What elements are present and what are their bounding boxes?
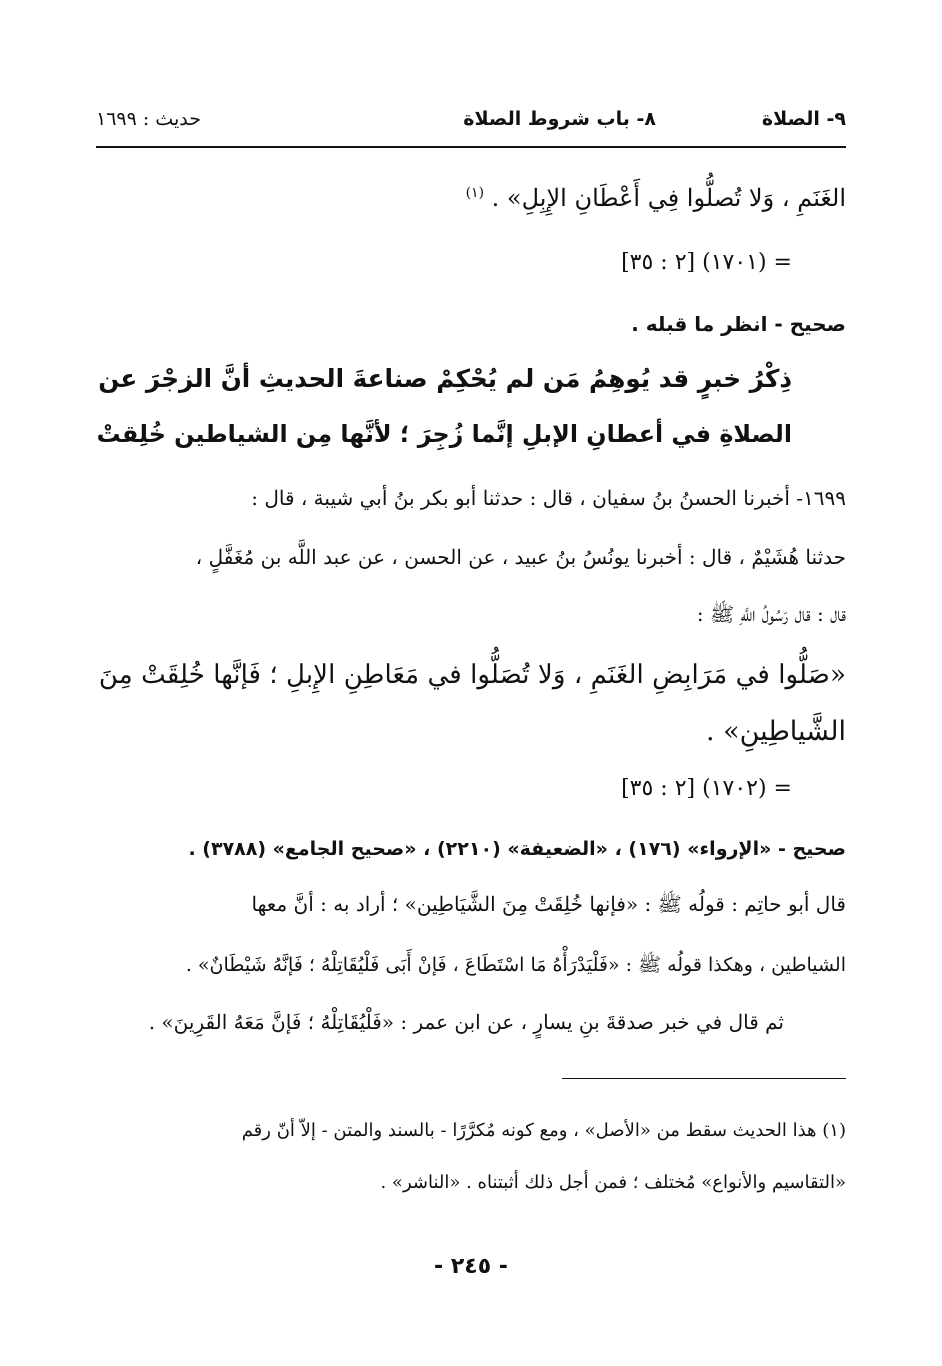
header-rule [96,146,846,148]
matn-line-1: «صَلُّوا في مَرَابِضِ الغَنَمِ ، وَلا تُصَلُّوا في مَعَاطِنِ الإِبلِ ؛ فَإنَّها خُلِقَتْ مِنَ [98,660,846,690]
matn-line-2: الشَّياطِينِ» . [705,716,846,747]
header-section: ٨- باب شروط الصلاة [463,108,656,130]
commentary-line-3: ثم قال في خبر صدقةَ بنِ يسارٍ ، عن ابن عمر : «فَلْيُقَاتِلْهُ ؛ فَإنَّ مَعَهُ القَرِينَ» . [148,1010,784,1034]
footnote-line-1: (١) هذا الحديث سقط من «الأصل» ، ومع كونه مُكرَّرًا - بالسند والمتن - إلاّ أنّ رقم [241,1120,846,1141]
footnote-line-2: «التقاسيم والأنواع» مُختلف ؛ فمن أجل ذلك أثبتناه . «الناشر» . [380,1172,846,1193]
commentary-line-1: قال أبو حاتِم : قولُه ﷺ : «فإنها خُلِقَتْ مِنَ الشَّيَاطِين» ؛ أراد به : أنَّ معها [251,892,846,916]
previous-hadith-reference: = (١٧٠١) [٢ : ٣٥] [621,250,792,275]
isnad-line-2: حدثنا هُشَيْمٌ ، قال : أخبرنا يونُسُ بنُ عبيد ، عن الحسن ، عن عبد اللَّه بن مُغَفَّلٍ ، [195,545,846,569]
header-chapter: ٩- الصلاة [761,108,846,130]
commentary-line-2: الشياطين ، وهكذا قولُه ﷺ : «فَلْيَدْرَأْهُ مَا اسْتَطَاعَ ، فَإنْ أَبَى فَلْيُقَاتِلْهُ ؛ فَإنَّهُ شَيْطَانٌ» . [185,954,846,976]
hadith-grade: صحيح - «الإرواء» (١٧٦) ، «الضعيفة» (٢٢١٠) ، «صحيح الجامع» (٣٧٨٨) . [188,838,846,860]
previous-hadith-text: الغَنَمِ ، وَلا تُصلُّوا فِي أَعْطَانِ الإِبِلِ» . [491,184,846,212]
footnote-marker: (١) [465,185,485,201]
isnad-line-1: ١٦٩٩- أخبرنا الحسنُ بنُ سفيان ، قال : حدثنا أبو بكر بنُ أبي شيبة ، قال : [251,486,846,510]
chapter-title-line-1: ذِكْرُ خبرٍ قد يُوهِمُ مَن لم يُحْكِمْ صناعةَ الحديثِ أنَّ الزجْرَ عن [98,364,792,393]
isnad-line-3: قال : قال رَسُولُ اللَّهِ ﷺ : [696,602,846,626]
hadith-reference: = (١٧٠٢) [٢ : ٣٥] [621,776,792,801]
page-number: - ٢٤٥ - [434,1254,508,1279]
header-hadith-number: حديث : ١٦٩٩ [96,108,201,130]
previous-hadith-end [96,184,846,213]
previous-hadith-grade: صحيح - انظر ما قبله . [631,312,846,336]
chapter-title-line-2: الصلاةِ في أعطانِ الإبلِ إنَّما زُجِرَ ؛ لأنَّها مِن الشياطين خُلِقتْ [96,420,792,448]
running-header [96,108,846,138]
footnote-rule [562,1078,846,1079]
